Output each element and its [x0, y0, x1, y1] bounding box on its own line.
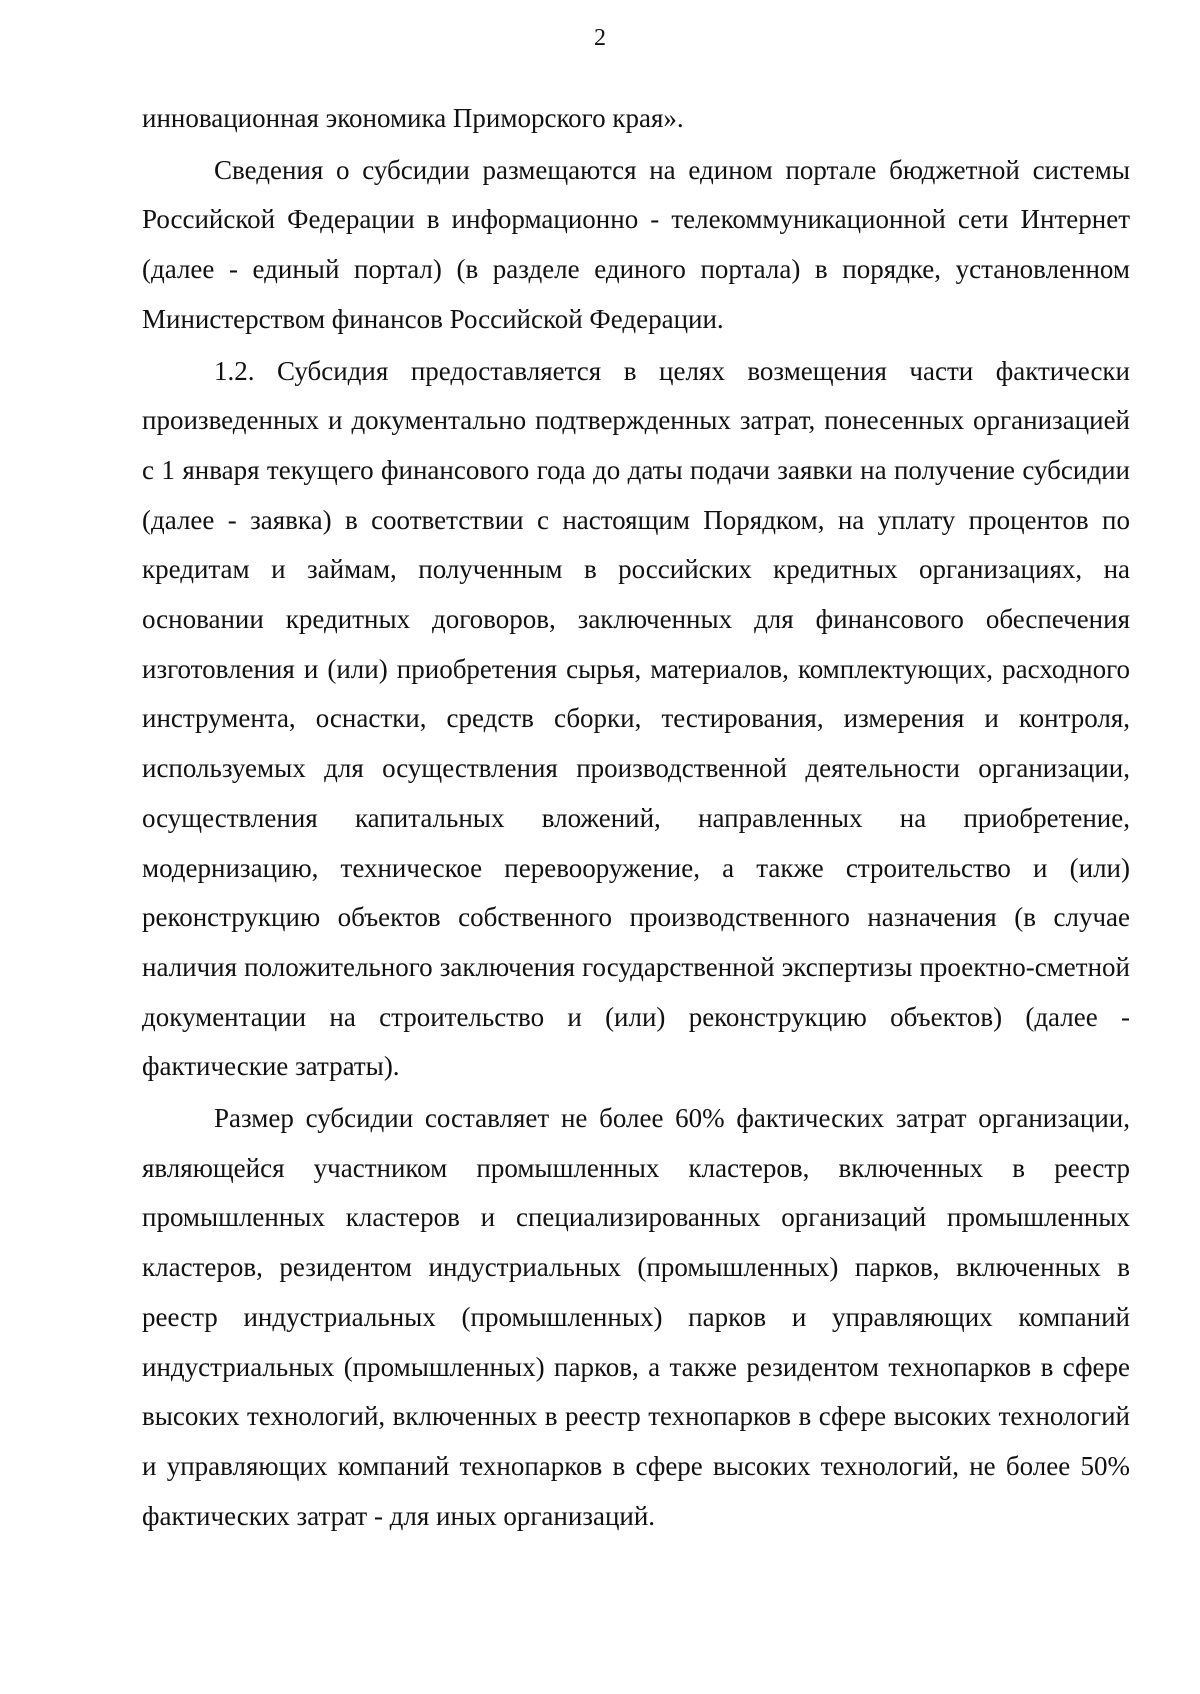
page-number: 2 [594, 25, 606, 51]
document-body [142, 94, 1130, 1541]
paragraph-continuation: инновационная экономика Приморского края». [142, 103, 684, 133]
paragraph-subsidy-info: Сведения о субсидии размещаются на едином портале бюджетной системы Российской Федерации в информационно - телекоммуникационной сети Интернет (далее - единый портал) (в разделе единого портала) в порядке, установленном Министерством финансов Российской Федерации. [142, 154, 1130, 334]
paragraph-section-1-2: 1.2. Субсидия предоставляется в целях возмещения части фактически произведенных и документально подтвержденных затрат, понесенных организацией с 1 января текущего финансового года до даты подачи заявки на получение субсидии (далее - заявка) в соответствии с настоящим Порядком, на уплату процентов по кредитам и займам, полученным в российских кредитных организациях, на основании кредитных договоров, заключенных для финансового обеспечения изготовления и (или) приобретения сырья, материалов, комплектующих, расходного инструмента, оснастки, средств сборки, тестирования, измерения и контроля, используемых для осуществления производственной деятельности организации, осуществления капитальных вложений, направленных на приобретение, модернизацию, техническое перевооружение, а также строительство и (или) реконструкцию объектов собственного производственного назначения (в случае наличия положительного заключения государственной экспертизы проектно-сметной документации на строительство и (или) реконструкцию объектов) (далее - фактические затраты). [142, 355, 1130, 1082]
paragraph-subsidy-size: Размер субсидии составляет не более 60% фактических затрат организации, являющейся участником промышленных кластеров, включенных в реестр промышленных кластеров и специализированных организаций промышленных кластеров, резидентом индустриальных (промышленных) парков, включенных в реестр индустриальных (промышленных) парков и управляющих компаний индустриальных (промышленных) парков, а также резидентом технопарков в сфере высоких технологий, включенных в реестр технопарков в сфере высоких технологий и управляющих компаний технопарков в сфере высоких технологий, не более 50% фактических затрат - для иных организаций. [142, 1103, 1130, 1531]
